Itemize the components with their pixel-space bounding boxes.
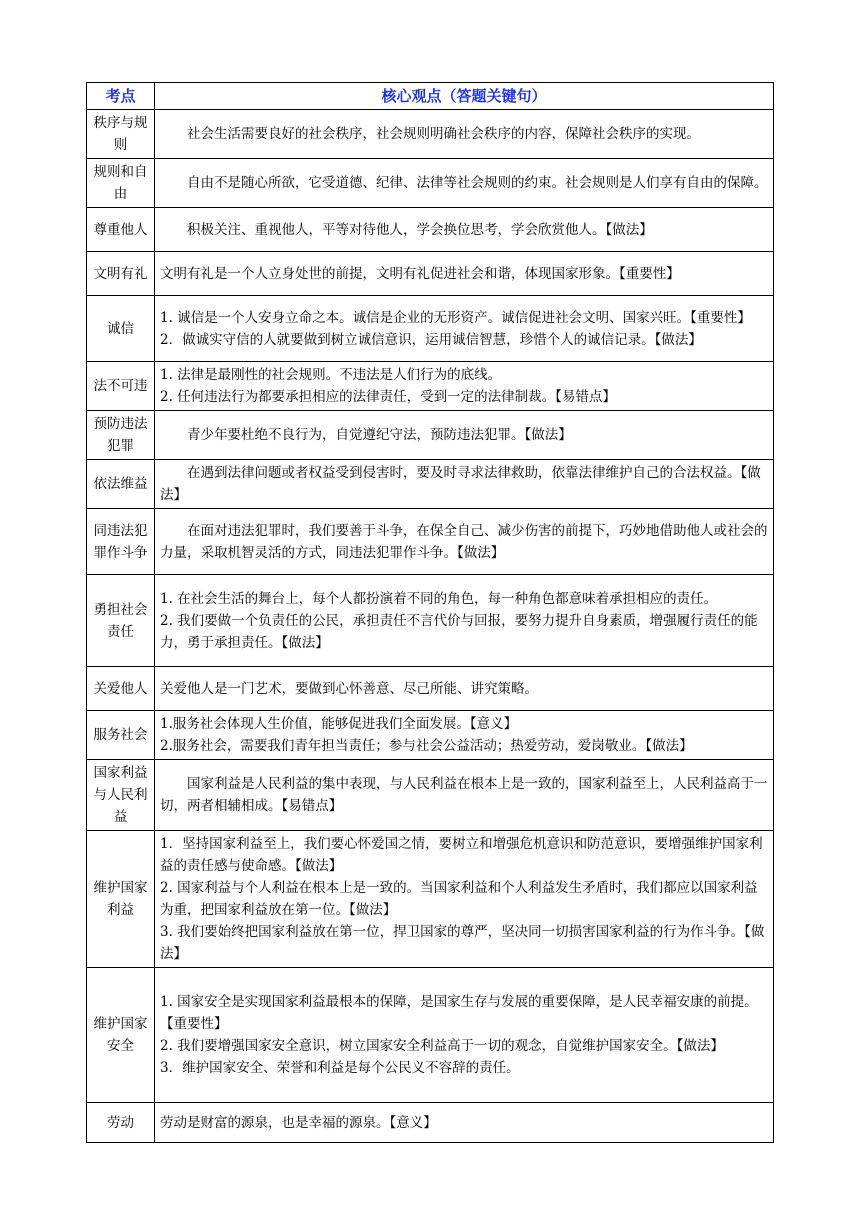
topic-cell: 勇担社会责任 [87, 575, 155, 667]
content-cell [155, 509, 774, 575]
content-cell [155, 159, 774, 208]
content-line: 青少年要杜绝不良行为，自觉遵纪守法，预防违法犯罪。【做法】 [187, 427, 572, 443]
table-row [87, 362, 774, 411]
topic-cell: 文明有礼 [87, 252, 155, 296]
table-row [87, 159, 774, 208]
topic-cell: 规则和自由 [87, 159, 155, 208]
content-line: 1. 法律是最刚性的社会规则。不违法是人们行为的底线。 [160, 367, 502, 383]
topic-cell: 维护国家安全 [87, 968, 155, 1103]
content-cell [155, 968, 774, 1103]
table-row [87, 460, 774, 509]
content-line: 1．坚持国家利益至上，我们要心怀爱国之情，要树立和增强危机意识和防范意识，要增强维护国家利益的责任感与使命感。【做法】 [160, 836, 763, 874]
table-row [87, 296, 774, 362]
content-line: 2. 我们要增强国家安全意识，树立国家安全利益高于一切的观念，自觉维护国家安全。【做法】 [160, 1038, 724, 1054]
topic-cell: 关爱他人 [87, 667, 155, 711]
table-row [87, 711, 774, 760]
content-cell [155, 831, 774, 968]
topic-cell: 诚信 [87, 296, 155, 362]
content-line: 在遇到法律问题或者权益受到侵害时，要及时寻求法律救助，依靠法律维护自己的合法权益。【做法】 [160, 465, 761, 503]
key-points-table [86, 82, 774, 1143]
content-line: 2. 国家利益与个人利益在根本上是一致的。当国家利益和个人利益发生矛盾时，我们都应以国家利益为重，把国家利益放在第一位。【做法】 [160, 880, 758, 918]
content-cell [155, 362, 774, 411]
header-row [87, 83, 774, 110]
table-row [87, 208, 774, 252]
content-cell [155, 575, 774, 667]
content-line: 2. 任何违法行为都要承担相应的法律责任，受到一定的法律制裁。【易错点】 [160, 389, 616, 405]
content-line: 1. 在社会生活的舞台上，每个人都扮演着不同的角色，每一种角色都意味着承担相应的责任。 [160, 590, 718, 607]
topic-cell: 同违法犯罪作斗争 [87, 509, 155, 575]
topic-cell: 依法维益 [87, 460, 155, 509]
content-line: 积极关注、重视他人，平等对待他人，学会换位思考，学会欣赏他人。【做法】 [187, 221, 653, 238]
content-cell [155, 252, 774, 296]
topic-cell: 尊重他人 [87, 208, 155, 252]
table-row [87, 667, 774, 711]
content-cell [155, 208, 774, 252]
topic-cell: 劳动 [87, 1103, 155, 1143]
content-line: 在面对违法犯罪时，我们要善于斗争，在保全自己、减少伤害的前提下，巧妙地借助他人或社会的力量，采取机智灵活的方式，同违法犯罪作斗争。【做法】 [160, 522, 768, 561]
header-topic: 考点 [87, 83, 155, 110]
content-line: 3. 我们要始终把国家利益放在第一位，捍卫国家的尊严，坚决同一切损害国家利益的行为作斗争。【做法】 [160, 924, 765, 962]
content-line: 3．维护国家安全、荣誉和利益是每个公民义不容辞的责任。 [160, 1060, 520, 1076]
content-line: 关爱他人是一门艺术，要做到心怀善意、尽己所能、讲究策略。 [160, 680, 538, 697]
content-cell [155, 411, 774, 460]
table-row [87, 760, 774, 831]
content-cell [155, 460, 774, 509]
content-line: 1. 诚信是一个人安身立命之本。诚信是企业的无形资产。诚信促进社会文明、国家兴旺。【重要性】 [160, 309, 751, 326]
content-line: 国家利益是人民利益的集中表现，与人民利益在根本上是一致的，国家利益至上，人民利益高于一切，两者相辅相成。【易错点】 [160, 776, 768, 814]
content-line: 社会生活需要良好的社会秩序，社会规则明确社会秩序的内容，保障社会秩序的实现。 [187, 126, 700, 142]
content-line: 1. 国家安全是实现国家利益最根本的保障，是国家生存与发展的重要保障，是人民幸福安康的前提。【重要性】 [160, 994, 758, 1032]
topic-cell: 秩序与规则 [87, 110, 155, 159]
table-row [87, 411, 774, 460]
table-row [87, 1103, 774, 1143]
table-row [87, 252, 774, 296]
topic-cell: 法不可违 [87, 362, 155, 411]
topic-cell: 预防违法犯罪 [87, 411, 155, 460]
topic-cell: 服务社会 [87, 711, 155, 760]
header-core-views: 核心观点（答题关键句） [155, 83, 774, 110]
content-line: 1.服务社会体现人生价值，能够促进我们全面发展。【意义】 [160, 716, 518, 732]
table-row [87, 968, 774, 1103]
content-cell [155, 667, 774, 711]
content-line: 自由不是随心所欲，它受道德、纪律、法律等社会规则的约束。社会规则是人们享有自由的保障。 [187, 175, 768, 191]
content-cell [155, 760, 774, 831]
content-line: 文明有礼是一个人立身处世的前提，文明有礼促进社会和谐，体现国家形象。【重要性】 [160, 265, 680, 282]
content-line: 2. 我们要做一个负责任的公民，承担责任不言代价与回报，要努力提升自身素质，增强履行责任的能力，勇于承担责任。【做法】 [160, 612, 758, 651]
table-row [87, 575, 774, 667]
content-line: 2．做诚实守信的人就要做到树立诚信意识，运用诚信智慧，珍惜个人的诚信记录。【做法】 [160, 331, 702, 348]
content-cell [155, 110, 774, 159]
content-line: 2.服务社会，需要我们青年担当责任；参与社会公益活动；热爱劳动，爱岗敬业。【做法】 [160, 738, 693, 754]
table-row [87, 831, 774, 968]
topic-cell: 国家利益与人民利益 [87, 760, 155, 831]
table-row [87, 509, 774, 575]
topic-cell: 维护国家利益 [87, 831, 155, 968]
content-cell [155, 1103, 774, 1143]
content-cell [155, 296, 774, 362]
table-row [87, 110, 774, 159]
content-line: 劳动是财富的源泉，也是幸福的源泉。【意义】 [160, 1114, 437, 1131]
content-cell [155, 711, 774, 760]
